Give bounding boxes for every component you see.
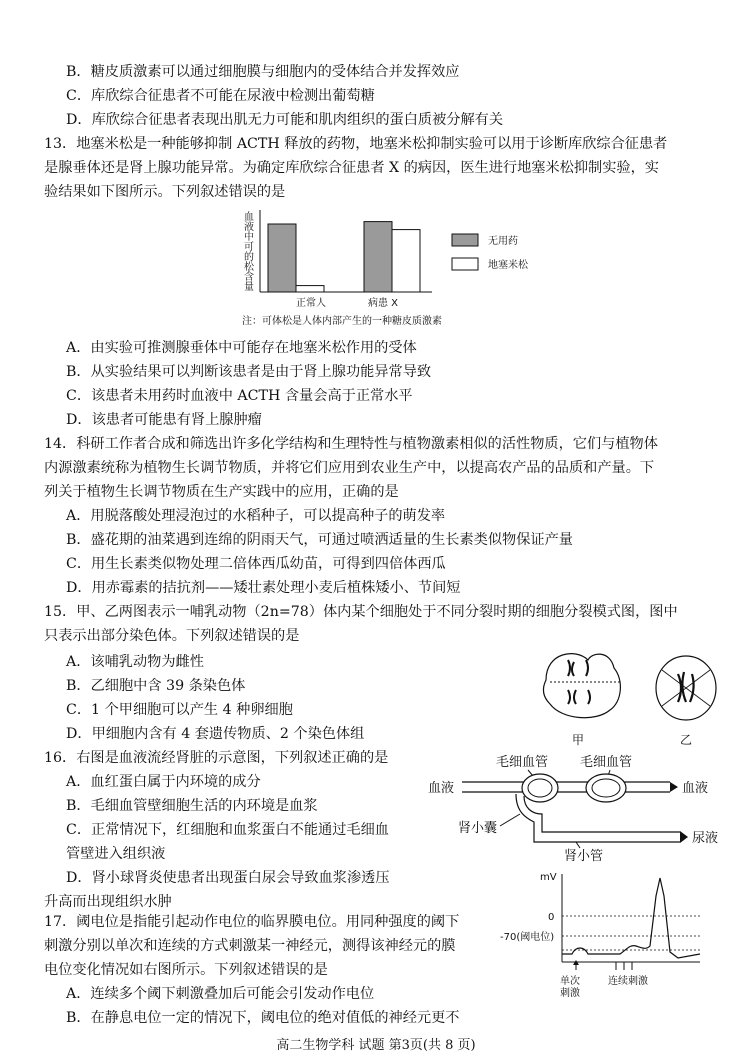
bar-normal-no-drug (268, 224, 296, 292)
q17-stem-1: 17．阈电位是指能引起动作电位的临界膜电位。用同种强度的阈下 (44, 914, 460, 930)
chart-category-normal: 正常人 (296, 298, 326, 309)
q16-option-b: B．毛细血管壁细胞生活的内环境是血浆 (66, 798, 318, 814)
label-blood-out: 血液 (682, 781, 709, 796)
q17-membrane-potential-graph (500, 866, 706, 1010)
chart-ylabel (244, 211, 255, 293)
chart-note: 注：可体松是人体内部产生的一种糖皮质激素 (242, 316, 442, 327)
cell-label-jia: 甲 (572, 733, 585, 747)
graph-zero-label: 0 (548, 912, 555, 923)
q15-stem-2: 只表示出部分染色体。下列叙述错误的是 (44, 628, 300, 644)
q14-option-a: A．用脱落酸处理浸泡过的水稻种子，可以提高种子的萌发率 (66, 508, 446, 524)
q14-stem-2: 内源激素统称为植物生长调节物质，并将它们应用到农业生产中，以提高农产品的品质和产量。下 (44, 460, 655, 476)
q13-stem-1: 13．地塞米松是一种能够抑制 ACTH 释放的药物，地塞米松抑制实验可以用于诊断库欣综合征患者 (44, 136, 668, 152)
q14-option-b: B．盛花期的油菜遇到连绵的阴雨天气，可通过喷洒适量的生长素类似物保证产量 (66, 532, 573, 548)
q12-option-c: C．库欣综合征患者不可能在尿液中检测出葡萄糖 (66, 88, 375, 104)
bar-patient-no-drug (364, 222, 392, 292)
label-capillary-1: 毛细血管 (496, 755, 549, 770)
q15-stem-1: 15．甲、乙两图表示一哺乳动物（2n=78）体内某个细胞处于不同分裂时期的细胞分裂模式图，图中 (44, 604, 678, 620)
chart-ylabel-char: 松 (244, 262, 254, 273)
chart-category-patient: 病患 X (368, 298, 399, 309)
chart-ylabel-char: 中 (244, 232, 254, 243)
q17-option-a: A．连续多个阈下刺激叠加后可能会引发动作电位 (66, 986, 375, 1002)
q13-option-b: B．从实验结果可以判断该患者是由于肾上腺功能异常导致 (66, 364, 432, 380)
q16-option-c-2: 管壁进入组织液 (66, 846, 166, 862)
bar-patient-dexamethasone (392, 230, 420, 292)
q16-option-d-1: D．肾小球肾炎使患者出现蛋白尿会导致血浆渗透压 (66, 870, 390, 886)
q15-option-a: A．该哺乳动物为雌性 (66, 654, 204, 670)
q13-option-c: C．该患者未用药时血液中 ACTH 含量会高于正常水平 (66, 388, 413, 404)
q16-option-a: A．血红蛋白属于内环境的成分 (66, 774, 261, 790)
q15-option-d: D．甲细胞内含有 4 套遗传物质、2 个染色体组 (66, 726, 365, 742)
q16-kidney-diagram (420, 752, 738, 868)
graph-threshold-label: -70(阈电位) (500, 932, 555, 943)
label-urine: 尿液 (692, 831, 719, 846)
q14-stem-3: 列关于植物生长调节物质在生产实践中的应用，正确的是 (44, 484, 399, 500)
page-footer: 高二生物学科 试题 第3页(共 8 页) (276, 1038, 476, 1053)
graph-y-unit: mV (540, 872, 557, 883)
single-stimulus-line-2: 刺激 (560, 988, 580, 999)
q14-option-d: D．用赤霉素的拮抗剂——矮壮素处理小麦后植株矮小、节间短 (66, 580, 461, 596)
chart-ylabel-char: 可 (244, 242, 254, 253)
label-capillary-2: 毛细血管 (580, 755, 633, 770)
q14-option-c: C．用生长素类似物处理二倍体西瓜幼苗，可得到四倍体西瓜 (66, 556, 446, 572)
q16-option-c-1: C．正常情况下，红细胞和血浆蛋白不能通过毛细血 (66, 822, 389, 838)
cell-yi-icon (656, 656, 716, 720)
q13-stem-2: 是腺垂体还是肾上腺功能异常。为确定库欣综合征患者 X 的病因，医生进行地塞米松抑制实验，实 (44, 160, 659, 176)
q17-option-b: B．在静息电位一定的情况下，阈电位的绝对值低的神经元更不 (66, 1010, 460, 1026)
q13-bar-chart (232, 200, 532, 335)
label-capsule: 肾小囊 (458, 821, 498, 836)
chart-ylabel-char: 的 (244, 252, 254, 263)
cell-jia-icon (543, 654, 620, 718)
q16-option-d-2: 升高而出现组织水肿 (44, 894, 172, 910)
legend-swatch-no-drug (452, 234, 478, 246)
legend-label-dexamethasone: 地塞米松 (488, 260, 528, 271)
q14-stem-1: 14．科研工作者合成和筛选出许多化学结构和生理特性与植物激素相似的活性物质，它们与植物体 (44, 436, 658, 452)
chart-ylabel-char: 血 (244, 212, 254, 223)
legend-label-no-drug: 无用药 (488, 236, 518, 247)
q17-stem-3: 电位变化情况如右图所示。下列叙述错误的是 (44, 962, 328, 978)
graph-single-stimulus (560, 974, 583, 999)
q15-option-c: C．1 个甲细胞可以产生 4 种卵细胞 (66, 702, 293, 718)
q13-option-a: A．由实验可推测腺垂体中可能存在地塞米松作用的受体 (66, 340, 417, 356)
label-tubule: 肾小管 (564, 849, 604, 864)
q12-option-d: D．库欣综合征患者表现出肌无力可能和肌肉组织的蛋白质被分解有关 (66, 112, 504, 128)
graph-repeated-stimulus: 连续刺激 (608, 976, 648, 987)
q12-option-b: B．糖皮质激素可以通过细胞膜与细胞内的受体结合并发挥效应 (66, 64, 460, 80)
q16-stem: 16．右图是血液流经肾脏的示意图，下列叙述正确的是 (44, 750, 389, 766)
q13-stem-3: 验结果如下图所示。下列叙述错误的是 (44, 184, 286, 200)
single-stimulus-line-1: 单次 (560, 976, 580, 987)
legend-swatch-dexamethasone (452, 258, 478, 270)
q17-stem-2: 刺激分别以单次和连续的方式刺激某一神经元，测得该神经元的膜 (44, 938, 456, 954)
chart-ylabel-char: 液 (244, 222, 254, 233)
cell-label-yi: 乙 (680, 733, 693, 747)
chart-ylabel-char: 含 (244, 272, 254, 283)
q15-cell-diagrams (536, 640, 736, 750)
chart-ylabel-char: 量 (244, 282, 254, 293)
q13-option-d: D．该患者可能患有肾上腺肿瘤 (66, 412, 262, 428)
label-blood-in: 血液 (428, 781, 455, 796)
bar-normal-dexamethasone (296, 286, 324, 292)
q15-option-b: B．乙细胞中含 39 条染色体 (66, 678, 246, 694)
